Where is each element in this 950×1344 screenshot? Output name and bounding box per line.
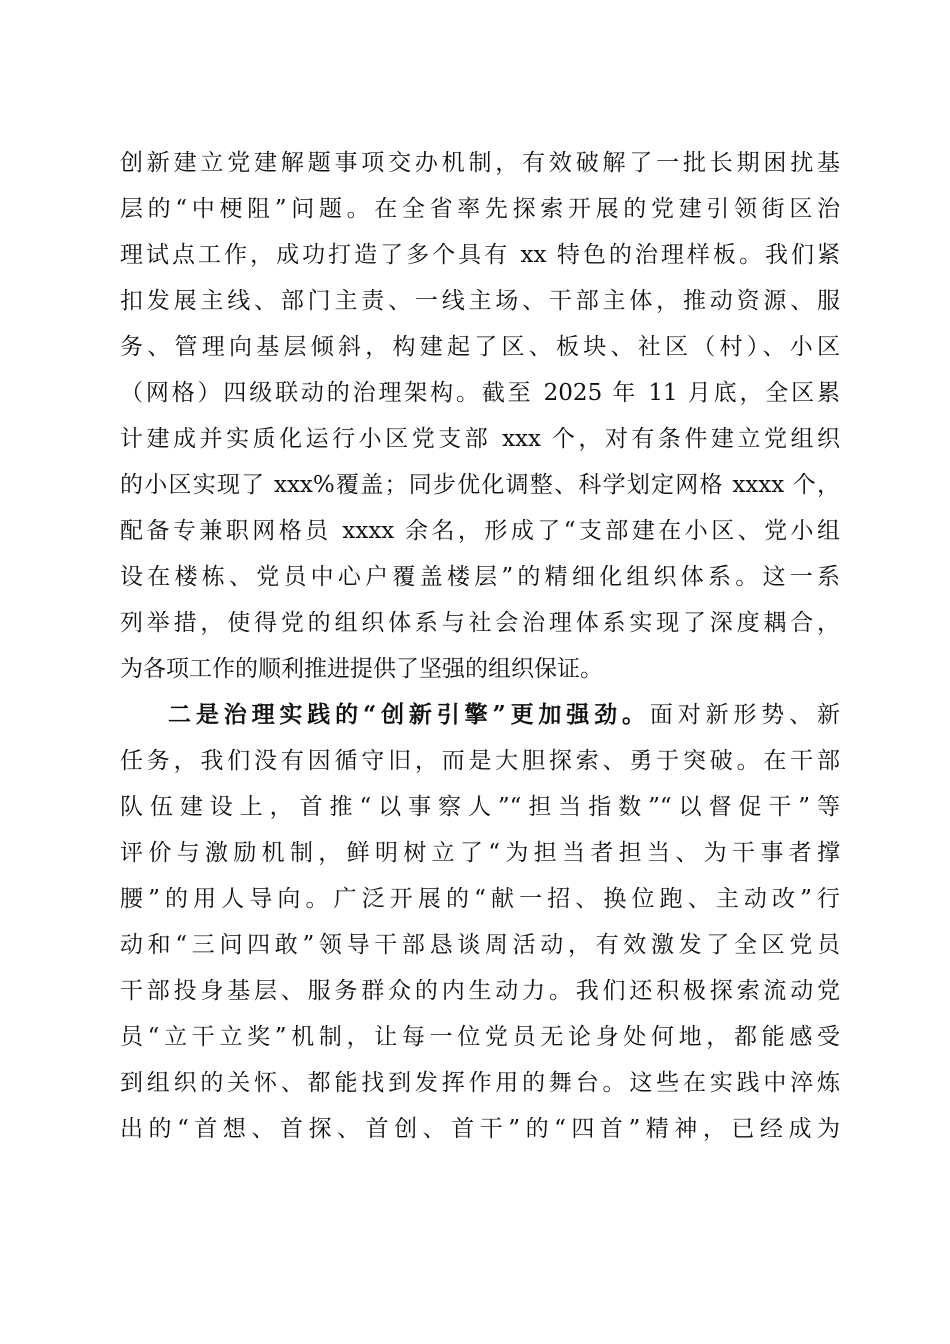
text-line: 队伍建设上，首推“以事察人”“担当指数”“以督促干”等 [120, 794, 840, 820]
text-line: 计建成并实质化运行小区党支部 xxx 个，对有条件建立党组织 [120, 426, 840, 452]
paragraph-1 [120, 140, 840, 692]
text-line: 的小区实现了 xxx%覆盖；同步优化调整、科学划定网格 xxxx 个， [120, 472, 840, 498]
text-line: 动和“三问四敢”领导干部恳谈周活动，有效激发了全区党员 [120, 932, 840, 958]
text-line: 务、管理向基层倾斜，构建起了区、板块、社区（村）、小区 [120, 334, 840, 360]
text-line: 干部投身基层、服务群众的内生动力。我们还积极探索流动党 [120, 978, 840, 1004]
text-line: 列举措，使得党的组织体系与社会治理体系实现了深度耦合， [120, 610, 840, 636]
text-line: 为各项工作的顺利推进提供了坚强的组织保证。 [120, 656, 603, 682]
text-line: 创新建立党建解题事项交办机制，有效破解了一批长期困扰基 [120, 150, 840, 176]
text-span: 面对新形势、新 [649, 702, 840, 728]
text-line: 设在楼栋、党员中心户覆盖楼层”的精细化组织体系。这一系 [120, 564, 840, 590]
text-line: 扣发展主线、部门主责、一线主场、干部主体，推动资源、服 [120, 288, 840, 314]
paragraph-2-first-line [120, 692, 840, 738]
text-line: 腰”的用人导向。广泛开展的“献一招、换位跑、主动改”行 [120, 886, 840, 912]
text-line: 员“立干立奖”机制，让每一位党员无论身处何地，都能感受 [120, 1024, 840, 1050]
text-line: （网格）四级联动的治理架构。截至 2025 年 11 月底，全区累 [120, 380, 840, 406]
text-line: 配备专兼职网格员 xxxx 余名，形成了“支部建在小区、党小组 [120, 518, 840, 544]
text-line: 理试点工作，成功打造了多个具有 xx 特色的治理样板。我们紧 [120, 242, 840, 268]
text-line: 评价与激励机制，鲜明树立了“为担当者担当、为干事者撑 [120, 840, 840, 866]
document-body [120, 140, 840, 1152]
text-line: 任务，我们没有因循守旧，而是大胆探索、勇于突破。在干部 [120, 748, 840, 774]
section-heading-lead: 二是治理实践的“创新引擎”更加强劲。 [168, 701, 650, 728]
paragraph-2 [120, 692, 840, 1152]
text-line: 层的“中梗阻”问题。在全省率先探索开展的党建引领街区治 [120, 196, 840, 222]
text-line: 出的“首想、首探、首创、首干”的“四首”精神，已经成为 [120, 1116, 840, 1142]
text-line: 到组织的关怀、都能找到发挥作用的舞台。这些在实践中淬炼 [120, 1070, 840, 1096]
